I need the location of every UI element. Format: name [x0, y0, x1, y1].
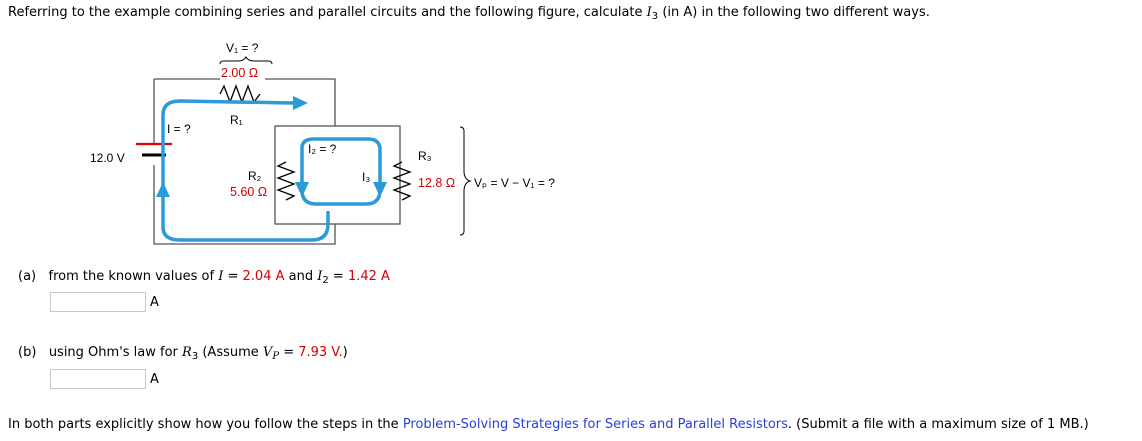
part-b-text: using Ohm's law for [48, 345, 178, 360]
part-b-prompt [18, 345, 348, 360]
r2-resistor [278, 162, 294, 200]
r3-value: 12.8 Ω [418, 176, 456, 190]
r3-label: R₃ [418, 149, 432, 163]
v1-brace [220, 57, 272, 64]
part-b-close: ) [342, 345, 348, 360]
part-a-prompt [18, 269, 390, 284]
question-tail: (in A) in the following two different ways. [662, 5, 930, 20]
current-loop-return [163, 197, 328, 240]
r2-value: 5.60 Ω [230, 185, 268, 199]
arrow-i3-down [373, 182, 387, 197]
part-b-vsub: P [272, 351, 280, 362]
part-b-var-sub: 3 [191, 351, 199, 362]
v1-label: V₁ = ? [226, 41, 259, 55]
r1-resistor [220, 86, 260, 102]
arrow-i-top [293, 96, 308, 110]
r1-value: 2.00 Ω [221, 66, 259, 80]
part-a-var2: I [317, 269, 323, 284]
r3-resistor [394, 162, 410, 200]
part-b-answer-input[interactable] [50, 369, 146, 389]
question-text [8, 5, 930, 20]
vp-label: Vₚ = V − V₁ = ? [474, 176, 555, 190]
part-a-val2: 1.42 A [347, 269, 390, 284]
part-a-var1: I [218, 269, 224, 284]
part-b-eq: = [283, 345, 295, 360]
part-b-assume: (Assume [202, 345, 259, 360]
instructions-text [8, 417, 1089, 432]
question-var-sub: 3 [651, 11, 659, 22]
part-a-val1: 2.04 A [242, 269, 285, 284]
part-a-text: from the known values of [48, 269, 215, 284]
part-a-answer-input[interactable] [50, 292, 146, 312]
part-b-val: 7.93 V. [298, 345, 343, 360]
arrow-i-up [156, 182, 170, 197]
voltage-label: 12.0 V [90, 151, 125, 165]
part-b-vvar: V [262, 345, 273, 360]
question-var: I [646, 5, 652, 20]
part-a-tag: (a) [18, 269, 37, 284]
part-b-var: R [182, 345, 192, 360]
part-a-eq1: = [227, 269, 239, 284]
part-a-unit: A [150, 295, 159, 310]
instructions-pre: In both parts explicitly show how you follow the steps in the [8, 417, 399, 432]
arrow-i2-down [295, 182, 309, 197]
instructions-post: . (Submit a file with a maximum size of 1 MB.) [787, 417, 1089, 432]
current-i-label: I = ? [167, 122, 191, 136]
i3-label: I₃ [362, 170, 371, 184]
question-intro: Referring to the example combining series and parallel circuits and the following figure, calculate [8, 5, 643, 20]
part-b-unit: A [150, 372, 159, 387]
part-a-var2-sub: 2 [322, 275, 329, 286]
vp-brace [460, 127, 470, 235]
current-loop-main [163, 101, 293, 197]
part-a-eq2: = [332, 269, 344, 284]
part-b-tag: (b) [18, 345, 37, 360]
part-a-and: and [288, 269, 314, 284]
r2-label: R₂ [248, 169, 262, 183]
strategy-link[interactable]: Problem-Solving Strategies for Series and Parallel Resistors [402, 417, 788, 432]
circuit-figure [80, 32, 620, 247]
i2-label: I₂ = ? [308, 142, 337, 156]
r1-label: R₁ [230, 113, 243, 127]
